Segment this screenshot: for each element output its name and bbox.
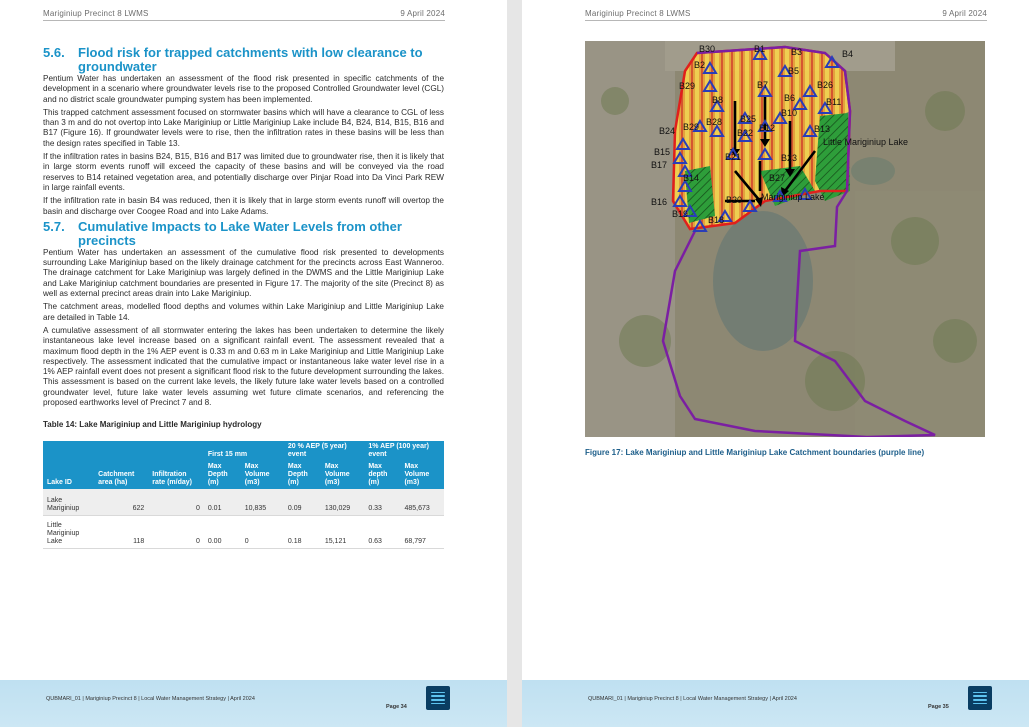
page-number: Page 34 [386, 704, 407, 710]
table-14-caption: Table 14: Lake Mariginiup and Little Mariginiup hydrology [43, 420, 262, 430]
table-header-blank [148, 441, 204, 461]
page-footer [0, 680, 507, 727]
paragraph: If the infiltration rates in basins B24, B15, B16 and B17 was limited due to groundwater rise, then it is likely that in large storm events runoff will exceed the capacity of these basins and will be conveyed via the road reserves to B14 retained vegetation area, and potentially discharge over Pinjar Road into Da Vinci Park REW in large rainfall events. [43, 152, 444, 192]
cell: 0.00 [204, 516, 241, 549]
basin-label: B3 [791, 47, 803, 57]
page-header [585, 9, 987, 21]
vegetation-patch [891, 217, 939, 265]
group-header-first15: First 15 mm [204, 441, 284, 461]
company-logo [426, 686, 450, 710]
basin-label: B28 [706, 117, 723, 127]
cell-lake-id: Lake Mariginiup [43, 489, 94, 516]
col-header: Catchment area (ha) [94, 461, 148, 489]
cell: 0.63 [364, 516, 400, 549]
cell-lake-id: Little Mariginiup Lake [43, 516, 94, 549]
cell: 0.01 [204, 489, 241, 516]
paragraph: Pentium Water has undertaken an assessment of the cumulative flood risk presented to developments surrounding Lake Mariginiup based on the likely drainage catchment for the precincts across East Wanneroo. The drainage catchment for Lake Mariginiup was largely defined in the DWMS and the Little Mariginiup Lake and Lake Mariginiup catchment boundaries are presented in Figure 17. The majority of the site (Precinct 8) as well as external precinct areas drain into Lake Mariginiup. [43, 247, 444, 299]
page-number: Page 35 [928, 704, 949, 710]
footer-text: QUBMARI_01 | Mariginiup Precinct 8 | Local Water Management Strategy | April 2024 [46, 696, 255, 702]
group-header-1aep: 1% AEP (100 year) event [364, 441, 444, 461]
paragraph: Pentium Water has undertaken an assessment of the flood risk presented in specific catchments of the development in a scenario where groundwater levels rise to the proposed Controlled Groundwater level (CGL) and no district scale groundwater pumping system has been implemented. [43, 74, 444, 104]
basin-label: B23 [781, 153, 798, 163]
company-logo [968, 686, 992, 710]
section-title: Flood risk for trapped catchments with low clearance to groundwater [78, 45, 423, 74]
col-header: Max Depth (m) [204, 461, 241, 489]
basin-label: B27 [769, 173, 786, 183]
basin-label: B1 [754, 44, 766, 54]
col-header: Max Depth (m) [284, 461, 321, 489]
basin-label: B11 [826, 97, 842, 107]
cell: 0 [148, 516, 204, 549]
header-doc-title: Mariginiup Precinct 8 LWMS [43, 9, 149, 18]
page-footer [522, 680, 1029, 727]
header-date: 9 April 2024 [942, 9, 987, 18]
col-header: Infiltration rate (m/day) [148, 461, 204, 489]
cell: 130,029 [321, 489, 364, 516]
col-header: Lake ID [43, 461, 94, 489]
basin-label: B29 [679, 81, 696, 91]
hydrology-table [43, 441, 444, 549]
catchment-map-svg [585, 41, 985, 437]
cell: 118 [94, 516, 148, 549]
basin-label: B19 [672, 209, 689, 219]
col-header: Max depth (m) [364, 461, 400, 489]
basin-label: B16 [651, 197, 668, 207]
cell: 68,797 [400, 516, 444, 549]
basin-label: B29 [683, 122, 700, 132]
little-mariginiup-lake [851, 157, 895, 185]
basin-label: B25 [740, 114, 757, 124]
cell: 0 [241, 516, 284, 549]
cell: 622 [94, 489, 148, 516]
paragraph: A cumulative assessment of all stormwater entering the lakes has been undertaken to determine the likely instantaneous lake level increase based on a significant rainfall event. The assessment revealed that a maximum flood depth in the 1% AEP event is 0.33 m and 0.63 m in Lake Mariginiup and Little Mariginiup Lake respectively. The assessment indicated that the cumulative impact or instantaneous lake water level rise in a 1% AEP rainfall event does not present a significant flood risk to the future development surrounding the lakes. This assessment is based on the current lake levels, the likely future lake water levels based on a controlled groundwater level, future lake water levels assuming wet future climate scenarios, and referencing the proposed earthworks level of Precinct 7 and 8. [43, 325, 444, 408]
vegetation-patch [925, 91, 965, 131]
group-header-20aep: 20 % AEP (5 year) event [284, 441, 364, 461]
basin-label: B15 [654, 147, 671, 157]
table-header-blank [43, 441, 94, 461]
cell: 15,121 [321, 516, 364, 549]
basin-label: B8 [712, 95, 724, 105]
col-header: Max Volume (m3) [241, 461, 284, 489]
section-5-6-heading [43, 46, 444, 74]
basin-label: B7 [757, 80, 769, 90]
basin-label: B20 [726, 195, 743, 205]
basin-label: B17 [651, 160, 668, 170]
urban-area-west [585, 41, 675, 437]
paragraph: If the infiltration rate in basin B4 was reduced, then it is likely that in large storm events runoff will overtop the basin and discharge over Coogee Road and into Lake Adams. [43, 196, 444, 216]
basin-label: B13 [814, 124, 831, 134]
basin-label: B10 [781, 108, 798, 118]
basin-label: B6 [784, 93, 796, 103]
vegetation-patch [933, 319, 977, 363]
cell: 0.33 [364, 489, 400, 516]
cell: 0 [148, 489, 204, 516]
paragraph: This trapped catchment assessment focused on stormwater basins which will have a clearance to CGL of less than 3 m and do not overtop into Lake Mariginiup or Little Mariginiup Lake include B4, B24, B14, B15, B16 and B17 (Figure 16). If groundwater levels were to rise, then the infiltration rates in these basins will be less than the design rates specified in Table 13. [43, 107, 444, 148]
paragraph: The catchment areas, modelled flood depths and volumes within Lake Mariginiup and Little Mariginiup Lake are detailed in Table 14. [43, 302, 444, 322]
catchment-map [585, 41, 985, 437]
table-row [43, 516, 444, 549]
page-34 [0, 0, 507, 727]
basin-label: B4 [842, 49, 854, 59]
cell: 485,673 [400, 489, 444, 516]
little-mariginiup-lake-label: Little Mariginiup Lake [823, 137, 909, 147]
cell: 0.18 [284, 516, 321, 549]
basin-label: B2 [694, 60, 706, 70]
section-5-7-heading [43, 220, 444, 248]
basin-label: B26 [817, 80, 834, 90]
basin-label: B22 [737, 128, 754, 138]
basin-label: B24 [659, 126, 676, 136]
basin-label: B18 [708, 215, 725, 225]
basin-label: B14 [683, 173, 700, 183]
col-header: Max Volume (m3) [400, 461, 444, 489]
section-number: 5.6. [43, 45, 65, 60]
table-row [43, 489, 444, 516]
basin-label: B12 [759, 123, 776, 133]
table-header-blank [94, 441, 148, 461]
basin-label: B30 [699, 44, 716, 54]
header-doc-title: Mariginiup Precinct 8 LWMS [585, 9, 691, 18]
section-title: Cumulative Impacts to Lake Water Levels from other precincts [78, 218, 402, 248]
footer-text: QUBMARI_01 | Mariginiup Precinct 8 | Local Water Management Strategy | April 2024 [588, 696, 797, 702]
header-date: 9 April 2024 [400, 9, 445, 18]
figure-17-caption: Figure 17: Lake Mariginiup and Little Mariginiup Lake Catchment boundaries (purple line) [585, 448, 925, 457]
page-35 [522, 0, 1029, 727]
col-header: Max Volume (m3) [321, 461, 364, 489]
cell: 10,835 [241, 489, 284, 516]
page-34-body [43, 46, 444, 549]
mariginiup-lake-label: Mariginiup Lake [761, 192, 825, 202]
cell: 0.09 [284, 489, 321, 516]
basin-label: B21 [725, 152, 742, 162]
basin-label: B5 [788, 66, 800, 76]
vegetation-patch [601, 87, 629, 115]
section-number: 5.7. [43, 218, 65, 234]
page-header [43, 9, 445, 21]
